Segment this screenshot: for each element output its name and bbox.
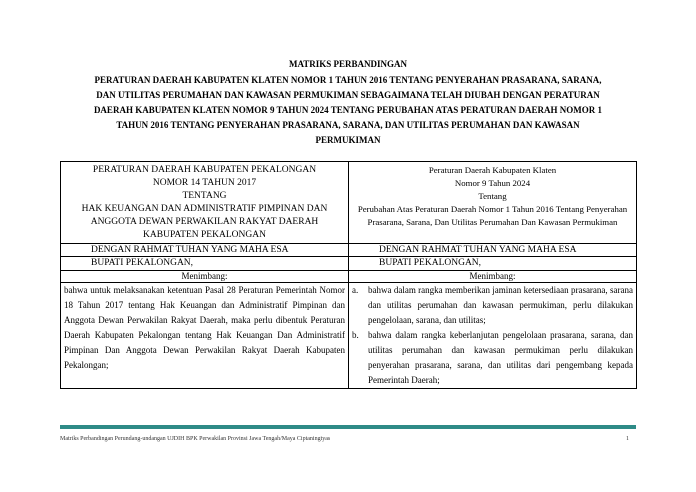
- left-opening-cell: DENGAN RAHMAT TUHAN YANG MAHA ESA: [61, 244, 349, 257]
- list-item: [352, 328, 633, 388]
- title-line: TAHUN 2016 TENTANG PENYERAHAN PRASARANA, SARANA, DAN UTILITAS PERUMAHAN DAN KAWASAN: [116, 120, 580, 130]
- left-menimbang-text: bahwa untuk melaksanakan ketentuan Pasal 28 Peraturan Pemerintah Nomor 18 Tahun 2017 tentang Hak Keuangan dan Administratif Pimpinan dan Anggota Dewan Perwakilan Rakyat Daerah, maka perlu dibentuk Peraturan Daerah Kabupaten Pekalongan tentang Hak Keuangan Dan Administratif Pimpinan Dan Anggota Dewan Perwakilan Rakyat Daerah Kabupaten Pekalongan;: [64, 285, 345, 370]
- left-header-line: NOMOR 14 TAHUN 2017: [152, 178, 257, 188]
- left-header-line: KABUPATEN PEKALONGAN: [143, 230, 266, 240]
- table-row: [61, 271, 637, 283]
- table-row: [61, 283, 637, 389]
- item-text: bahwa dalam rangka keberlanjutan pengelolaan prasarana, sarana, dan utilitas perumahan dan kawasan permukiman perlu dilakukan penyerahan prasarana, sarana, dan utilitas dari pengembang kepada Pemerintah Daerah;: [368, 330, 633, 385]
- left-header-line: PERATURAN DAERAH KABUPATEN PEKALONGAN: [92, 165, 317, 175]
- left-header-line: ANGGOTA DEWAN PERWAKILAN RAKYAT DAERAH: [90, 217, 319, 227]
- right-opening-cell: DENGAN RAHMAT TUHAN YANG MAHA ESA: [349, 244, 637, 257]
- item-label: b.: [352, 330, 359, 340]
- right-header-line: Peraturan Daerah Kabupaten Klaten: [428, 165, 557, 175]
- table-row: [61, 162, 637, 244]
- left-menimbang-label: Menimbang:: [61, 271, 349, 283]
- left-header-line: HAK KEUANGAN DAN ADMINISTRATIF PIMPINAN DAN: [81, 204, 328, 214]
- right-header-line: Tentang: [478, 191, 507, 201]
- title-line: DAN UTILITAS PERUMAHAN DAN KAWASAN PERMUKIMAN SEBAGAIMANA TELAH DIUBAH DENGAN PERATURAN: [96, 90, 600, 100]
- item-label: a.: [352, 285, 359, 295]
- left-official-cell: BUPATI PEKALONGAN,: [61, 257, 349, 271]
- right-header-cell: [349, 162, 637, 244]
- right-menimbang-label: Menimbang:: [349, 271, 637, 283]
- footer-text: Matriks Perbandingan Perundang-undangan UJDIH BPK Perwakilan Provinsi Jawa Tengah/Maya Ciptaningtyas: [60, 436, 331, 442]
- list-item: [352, 283, 633, 328]
- comparison-table: [60, 161, 637, 389]
- item-text: bahwa dalam rangka memberikan jaminan ketersediaan prasarana, sarana dan utilitas perumahan dan kawasan permukiman, perlu dilakukan pengelolaan, sarana, dan utilitas;: [368, 285, 633, 325]
- left-header-line: TENTANG: [182, 191, 227, 201]
- footer-divider: [60, 425, 636, 429]
- title-line: DAERAH KABUPATEN KLATEN NOMOR 9 TAHUN 2024 TENTANG PERUBAHAN ATAS PERATURAN DAERAH NOMOR 1: [93, 105, 603, 115]
- right-header-line: Perubahan Atas Peraturan Daerah Nomor 1 Tahun 2016 Tentang Penyerahan Prasarana, Sarana, Dan Utilitas Perumahan Dan Kawasan Permukiman: [357, 204, 628, 227]
- right-menimbang-cell: [349, 283, 637, 389]
- table-row: [61, 257, 637, 271]
- title-main: MATRIKS PERBANDINGAN: [288, 59, 408, 69]
- document-title: [60, 57, 636, 148]
- right-official-cell: BUPATI PEKALONGAN,: [349, 257, 637, 271]
- right-header-line: Nomor 9 Tahun 2024: [454, 178, 531, 188]
- page-number: 1: [626, 436, 629, 442]
- title-line: PERATURAN DAERAH KABUPATEN KLATEN NOMOR 1 TAHUN 2016 TENTANG PENYERAHAN PRASARANA, SARANA,: [94, 75, 602, 85]
- title-line: PERMUKIMAN: [315, 135, 381, 145]
- table-row: [61, 244, 637, 257]
- left-menimbang-cell: [61, 283, 349, 389]
- left-header-cell: [61, 162, 349, 244]
